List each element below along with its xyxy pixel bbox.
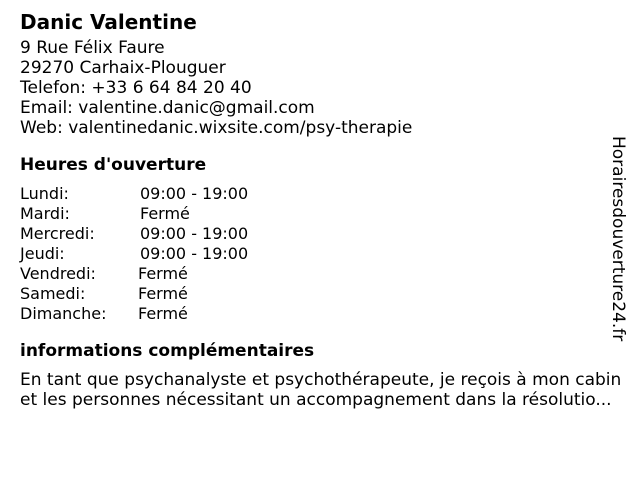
address-line-1: 9 Rue Félix Faure [20, 38, 165, 58]
web-line: Web: valentinedanic.wixsite.com/psy-therapie [20, 118, 413, 138]
opening-hours-heading: Heures d'ouverture [20, 155, 207, 175]
description-line-1: En tant que psychanalyste et psychothérapeute, je reçois à mon cabin [20, 370, 622, 390]
day-label: Dimanche: [20, 304, 107, 323]
hours-value: 09:00 - 19:00 [140, 184, 249, 203]
hours-value: Fermé [140, 204, 190, 223]
hours-row-monday [20, 184, 610, 204]
day-label: Vendredi: [20, 264, 96, 283]
business-name: Danic Valentine [20, 10, 197, 34]
description-line-2: et les personnes nécessitant un accompagnement dans la résolutio... [20, 390, 612, 410]
opening-hours-list [20, 184, 610, 324]
hours-row-thursday [20, 244, 610, 264]
hours-row-wednesday [20, 224, 610, 244]
day-label: Lundi: [20, 184, 69, 203]
phone-line: Telefon: +33 6 64 84 20 40 [20, 78, 252, 98]
site-watermark: Horairesdouverture24.fr [608, 136, 628, 342]
hours-value: 09:00 - 19:00 [140, 224, 249, 243]
hours-row-friday [20, 264, 610, 284]
day-label: Samedi: [20, 284, 86, 303]
hours-row-saturday [20, 284, 610, 304]
additional-info-heading: informations complémentaires [20, 341, 315, 361]
day-label: Jeudi: [20, 244, 65, 263]
day-label: Mercredi: [20, 224, 95, 243]
day-label: Mardi: [20, 204, 70, 223]
hours-row-tuesday [20, 204, 610, 224]
address-line-2: 29270 Carhaix-Plouguer [20, 58, 226, 78]
hours-value: 09:00 - 19:00 [140, 244, 249, 263]
hours-value: Fermé [138, 284, 188, 303]
hours-value: Fermé [138, 304, 188, 323]
email-line: Email: valentine.danic@gmail.com [20, 98, 315, 118]
hours-value: Fermé [138, 264, 188, 283]
hours-row-sunday [20, 304, 610, 324]
